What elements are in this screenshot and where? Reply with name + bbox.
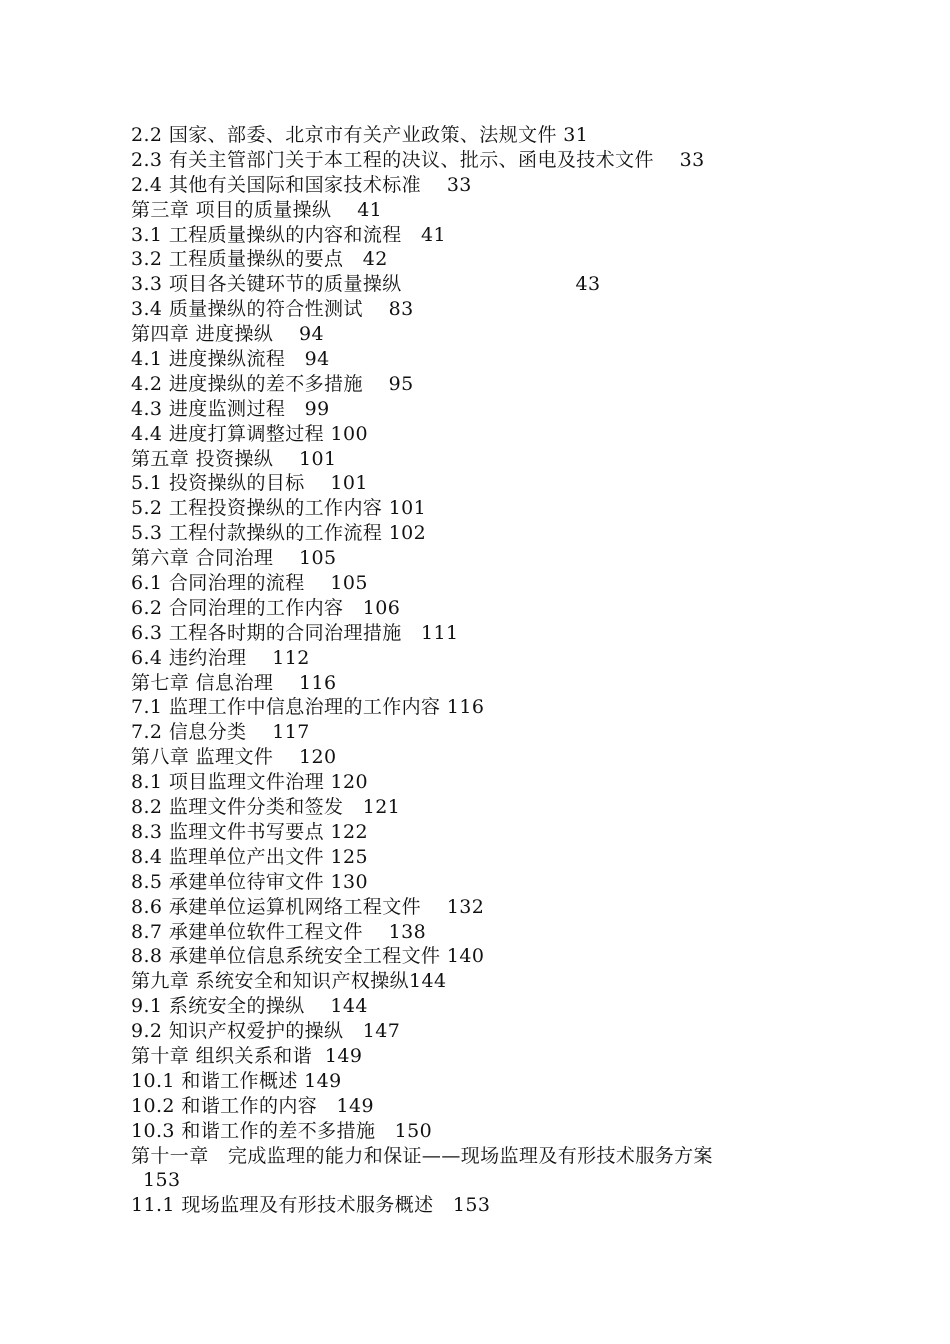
toc-chapter: 第六章 合同治理 105: [131, 547, 337, 570]
toc-entry: 6.1 合同治理的流程 105: [131, 572, 368, 595]
toc-entry: 8.6 承建单位运算机网络工程文件 132: [131, 895, 485, 918]
toc-entry: 6.4 违约治理 112: [131, 646, 310, 669]
toc-entry: 9.2 知识产权爱护的操纵 147: [131, 1020, 401, 1043]
toc-entry: 8.1 项目监理文件治理 120: [131, 771, 368, 794]
toc-entry: 2.4 其他有关国际和国家技术标准 33: [131, 173, 472, 196]
toc-chapter: 第四章 进度操纵 94: [131, 323, 324, 346]
toc-entry: 9.1 系统安全的操纵 144: [131, 995, 368, 1018]
toc-entry: 8.3 监理文件书写要点 122: [131, 820, 368, 843]
toc-entry: 6.2 合同治理的工作内容 106: [131, 596, 401, 619]
toc-entry: 8.7 承建单位软件工程文件 138: [131, 920, 427, 943]
toc-entry: 2.3 有关主管部门关于本工程的决议、批示、函电及技术文件 33: [131, 148, 705, 171]
toc-entry: 6.3 工程各时期的合同治理措施 111: [131, 621, 459, 644]
toc-entry: 8.5 承建单位待审文件 130: [131, 870, 368, 893]
toc-entry: 3.3 项目各关键环节的质量操纵 43: [131, 273, 601, 296]
toc-entry: 10.3 和谐工作的差不多措施 150: [131, 1119, 433, 1142]
toc-entry: 10.1 和谐工作概述 149: [131, 1069, 342, 1092]
toc-entry: 5.1 投资操纵的目标 101: [131, 472, 368, 495]
toc-entry: 10.2 和谐工作的内容 149: [131, 1094, 374, 1117]
toc-entry: 7.2 信息分类 117: [131, 721, 310, 744]
toc-chapter: 第十章 组织关系和谐 149: [131, 1044, 363, 1067]
toc-chapter: 第九章 系统安全和知识产权操纵144: [131, 970, 447, 993]
toc-entry: 4.1 进度操纵流程 94: [131, 348, 330, 371]
toc-entry: 5.2 工程投资操纵的工作内容 101: [131, 497, 427, 520]
toc-entry: 4.2 进度操纵的差不多措施 95: [131, 372, 414, 395]
toc-entry: 2.2 国家、部委、北京市有关产业政策、法规文件 31: [131, 124, 589, 146]
toc-entry: 7.1 监理工作中信息治理的工作内容 116: [131, 696, 485, 719]
toc-entry: 11.1 现场监理及有形技术服务概述 153: [131, 1194, 491, 1217]
toc-chapter: 第三章 项目的质量操纵 41: [131, 198, 383, 221]
toc-chapter: 第八章 监理文件 120: [131, 746, 337, 769]
toc-entry: 4.4 进度打算调整过程 100: [131, 422, 368, 445]
toc-chapter: 第五章 投资操纵 101: [131, 447, 337, 470]
toc-chapter: 第十一章 完成监理的能力和保证——现场监理及有形技术服务方案: [131, 1144, 713, 1167]
toc-entry: 4.3 进度监测过程 99: [131, 397, 330, 420]
toc-entry: 8.8 承建单位信息系统安全工程文件 140: [131, 945, 485, 968]
toc-entry: 5.3 工程付款操纵的工作流程 102: [131, 522, 427, 545]
toc-entry: 3.4 质量操纵的符合性测试 83: [131, 298, 414, 321]
toc-entry: 3.2 工程质量操纵的要点 42: [131, 248, 388, 271]
toc-entry: 8.2 监理文件分类和签发 121: [131, 796, 401, 819]
toc-entry: 3.1 工程质量操纵的内容和流程 41: [131, 223, 446, 246]
table-of-contents: [131, 123, 831, 1218]
toc-chapter: 第七章 信息治理 116: [131, 671, 337, 694]
toc-page-number: 153: [143, 1169, 181, 1192]
toc-entry: 8.4 监理单位产出文件 125: [131, 845, 368, 868]
